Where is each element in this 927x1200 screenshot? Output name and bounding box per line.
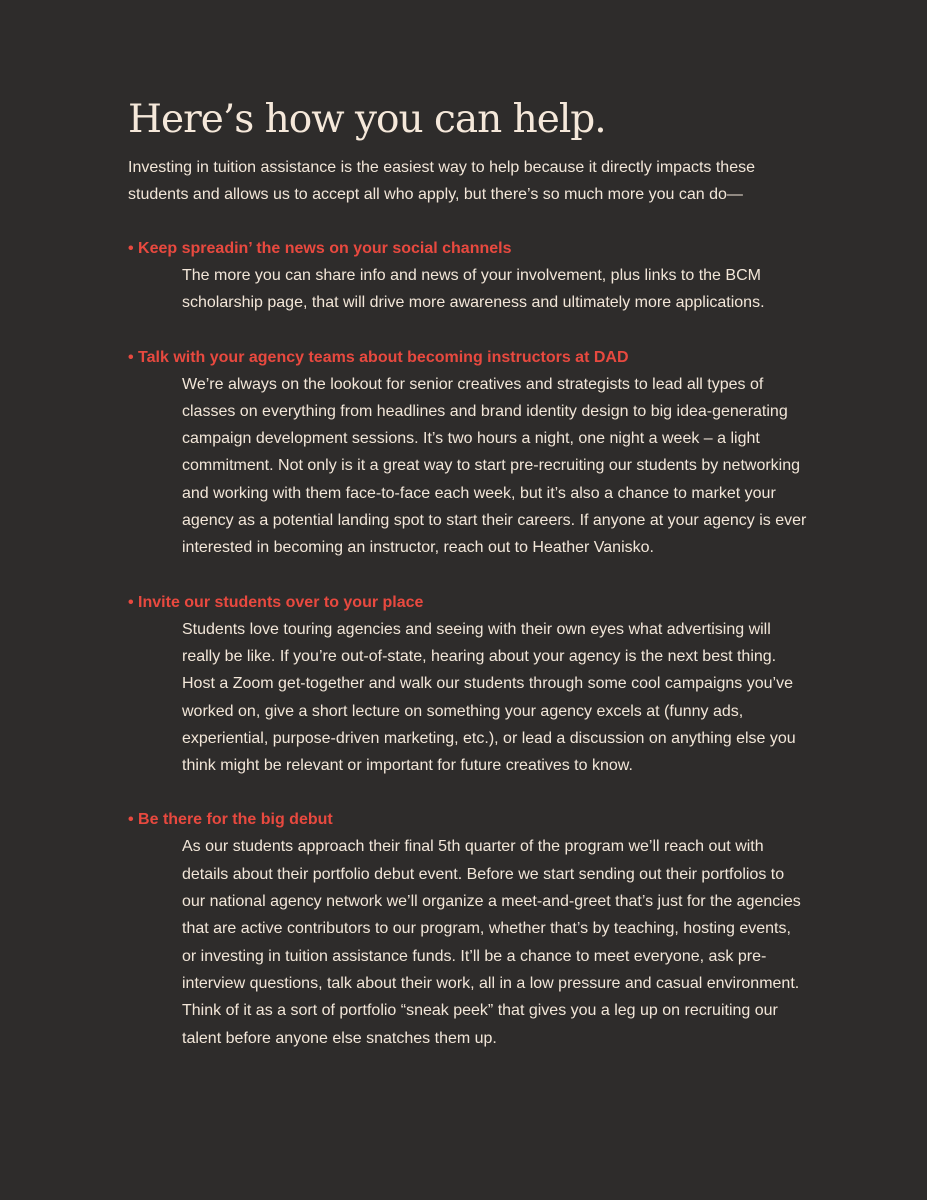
help-item-body: As our students approach their final 5th quarter of the program we’ll reach out with details about their portfolio debut event. Before we start sending out their portfolios to our national agency network we’ll organize a meet-and-greet that’s just for the agencies that are active contributors to our program, whether that’s by teaching, hosting events, or investing in tuition assistance funds. It’ll be a chance to meet everyone, ask pre-interview questions, talk about their work, all in a low pressure and casual environment. Think of it as a sort of portfolio “sneak peek” that gives you a leg up on recruiting our talent before anyone else snatches them up. <box>182 838 801 1047</box>
help-item-social <box>128 235 808 317</box>
help-item-heading: • Talk with your agency teams about becoming instructors at DAD <box>128 348 629 366</box>
help-item-heading: • Keep spreadin’ the news on your social channels <box>128 240 512 257</box>
page-content <box>128 96 808 1052</box>
help-item-instructors <box>128 344 808 562</box>
help-item-body: The more you can share info and news of your involvement, plus links to the BCM scholarship page, that will drive more awareness and ultimately more applications. <box>182 267 765 312</box>
help-item-invite <box>128 589 808 780</box>
help-item-body: Students love touring agencies and seeing with their own eyes what advertising will really be like. If you’re out-of-state, hearing about your agency is the next best thing. Host a Zoom get-together and walk our students through some cool campaigns you’ve worked on, give a short lecture on something your agency excels at (funny ads, experiential, purpose-driven marketing, etc.), or lead a discussion on anything else you think might be relevant or important for future creatives to know. <box>182 620 796 775</box>
help-item-body: We’re always on the lookout for senior creatives and strategists to lead all types of classes on everything from headlines and brand identity design to big idea-generating campaign development sessions. It’s two hours a night, one night a week – a light commitment. Not only is it a great way to start pre-recruiting our students by networking and working with them face-to-face each week, but it’s also a chance to market your agency as a potential landing spot to start their careers. If anyone at your agency is ever interested in becoming an instructor, reach out to Heather Vanisko. <box>182 375 807 557</box>
help-item-debut <box>128 806 808 1051</box>
help-item-heading: • Invite our students over to your place <box>128 593 424 611</box>
page-title: Here’s how you can help. <box>128 97 606 142</box>
help-item-heading: • Be there for the big debut <box>128 811 333 829</box>
intro-paragraph: Investing in tuition assistance is the easiest way to help because it directly impacts these students and allows us to accept all who apply, but there’s so much more you can do— <box>128 159 755 203</box>
